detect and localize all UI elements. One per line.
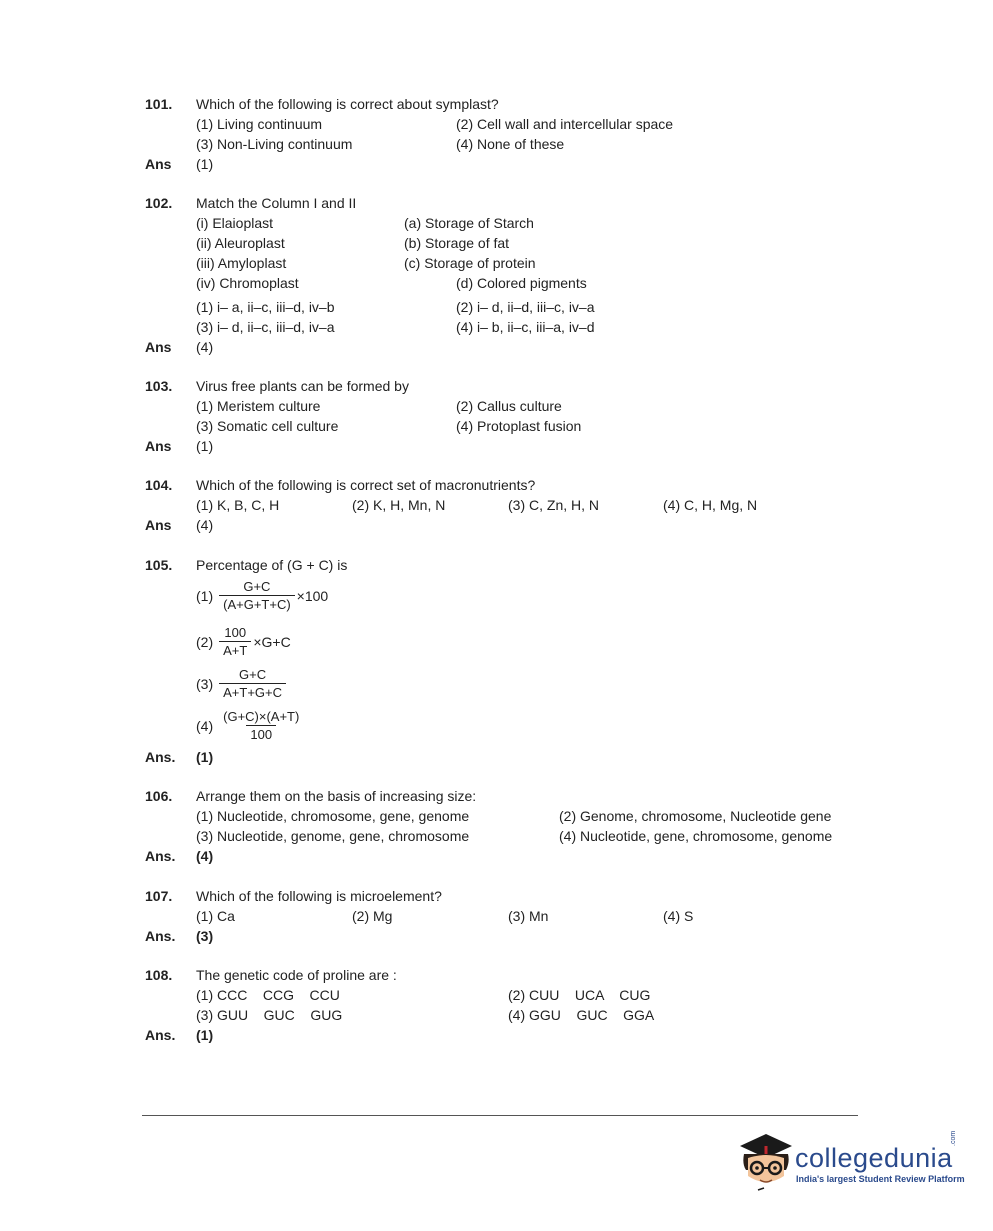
answer-value: (1) bbox=[196, 749, 214, 765]
column1-item: (i) Elaioplast bbox=[196, 215, 274, 231]
fraction bbox=[219, 624, 251, 659]
question-text: Arrange them on the basis of increasing size: bbox=[196, 788, 477, 804]
answer-value: (1) bbox=[196, 438, 214, 454]
option: (1) Living continuum bbox=[196, 116, 323, 132]
numerator: (G+C)×(A+T) bbox=[223, 709, 300, 724]
question-number: 108. bbox=[145, 967, 173, 983]
fraction bbox=[219, 578, 295, 613]
question-number: 104. bbox=[145, 477, 173, 493]
numerator: G+C bbox=[239, 667, 267, 682]
answer-label: Ans bbox=[145, 517, 172, 533]
answer-value: (1) bbox=[196, 156, 214, 172]
footer-divider bbox=[142, 1115, 858, 1116]
answer-value: (4) bbox=[196, 517, 214, 533]
question-text: Match the Column I and II bbox=[196, 195, 357, 211]
column2-item: (b) Storage of fat bbox=[404, 235, 510, 251]
option: (3) i– d, ii–c, iii–d, iv–a bbox=[196, 319, 335, 335]
option: (2) i– d, ii–d, iii–c, iv–a bbox=[456, 299, 595, 315]
option: (4) Protoplast fusion bbox=[456, 418, 582, 434]
multiplier: ×100 bbox=[296, 587, 329, 604]
column2-item: (c) Storage of protein bbox=[404, 255, 536, 271]
option: (2) Callus culture bbox=[456, 398, 562, 414]
option: (2) Mg bbox=[352, 908, 393, 924]
option: (1) i– a, ii–c, iii–d, iv–b bbox=[196, 299, 335, 315]
option-marker: (2) bbox=[196, 633, 214, 650]
option: (2) K, H, Mn, N bbox=[352, 497, 446, 513]
question-text: Percentage of (G + C) is bbox=[196, 557, 348, 573]
numerator: 100 bbox=[224, 625, 247, 640]
option: (3) C, Zn, H, N bbox=[508, 497, 600, 513]
option: (1) Nucleotide, chromosome, gene, genome bbox=[196, 808, 470, 824]
option: (1) K, B, C, H bbox=[196, 497, 280, 513]
fraction bbox=[219, 708, 303, 743]
answer-label: Ans bbox=[145, 156, 172, 172]
question-text: Which of the following is microelement? bbox=[196, 888, 442, 904]
formula-option-2 bbox=[196, 624, 291, 659]
fraction bbox=[219, 666, 286, 701]
collegedunia-mascot-icon bbox=[736, 1126, 796, 1192]
question-text: The genetic code of proline are : bbox=[196, 967, 397, 983]
option: (4) i– b, ii–c, iii–a, iv–d bbox=[456, 319, 595, 335]
question-number: 101. bbox=[145, 96, 173, 112]
formula-option-3 bbox=[196, 666, 286, 701]
question-text: Which of the following is correct set of macronutrients? bbox=[196, 477, 536, 493]
option: (2) Cell wall and intercellular space bbox=[456, 116, 674, 132]
denominator: (A+G+T+C) bbox=[219, 595, 295, 613]
column2-item: (a) Storage of Starch bbox=[404, 215, 534, 231]
option: (3) Nucleotide, genome, gene, chromosome bbox=[196, 828, 470, 844]
column1-item: (iii) Amyloplast bbox=[196, 255, 287, 271]
answer-label: Ans. bbox=[145, 749, 176, 765]
option: (3) Mn bbox=[508, 908, 549, 924]
question-text: Virus free plants can be formed by bbox=[196, 378, 409, 394]
column1-item: (ii) Aleuroplast bbox=[196, 235, 285, 251]
answer-value: (1) bbox=[196, 1027, 214, 1043]
option: (4) GGU GUC GGA bbox=[508, 1007, 655, 1023]
answer-label: Ans. bbox=[145, 1027, 176, 1043]
option: (4) C, H, Mg, N bbox=[663, 497, 758, 513]
formula-option-4 bbox=[196, 708, 303, 743]
question-number: 105. bbox=[145, 557, 173, 573]
answer-label: Ans. bbox=[145, 928, 176, 944]
column1-item: (iv) Chromoplast bbox=[196, 275, 299, 291]
answer-value: (3) bbox=[196, 928, 214, 944]
brand-name: collegedunia bbox=[795, 1143, 953, 1173]
denominator: A+T bbox=[219, 641, 251, 659]
option: (3) Somatic cell culture bbox=[196, 418, 339, 434]
answer-label: Ans bbox=[145, 339, 172, 355]
denominator: A+T+G+C bbox=[219, 683, 286, 701]
answer-label: Ans bbox=[145, 438, 172, 454]
option: (1) Meristem culture bbox=[196, 398, 321, 414]
brand-tagline: India's largest Student Review Platform bbox=[796, 1174, 965, 1184]
brand-domain: .com bbox=[950, 1130, 957, 1146]
option-marker: (1) bbox=[196, 587, 214, 604]
answer-value: (4) bbox=[196, 848, 214, 864]
answer-label: Ans. bbox=[145, 848, 176, 864]
column2-item: (d) Colored pigments bbox=[456, 275, 587, 291]
question-number: 103. bbox=[145, 378, 173, 394]
option-marker: (3) bbox=[196, 675, 214, 692]
denominator: 100 bbox=[246, 725, 276, 743]
option: (4) Nucleotide, gene, chromosome, genome bbox=[559, 828, 833, 844]
option: (2) CUU UCA CUG bbox=[508, 987, 651, 1003]
option: (1) Ca bbox=[196, 908, 235, 924]
numerator: G+C bbox=[243, 579, 271, 594]
option: (3) GUU GUC GUG bbox=[196, 1007, 343, 1023]
option: (1) CCC CCG CCU bbox=[196, 987, 340, 1003]
option: (3) Non-Living continuum bbox=[196, 136, 353, 152]
option: (4) S bbox=[663, 908, 694, 924]
question-number: 106. bbox=[145, 788, 173, 804]
option: (4) None of these bbox=[456, 136, 565, 152]
multiplier: ×G+C bbox=[253, 633, 291, 650]
option-marker: (4) bbox=[196, 717, 214, 734]
question-number: 102. bbox=[145, 195, 173, 211]
formula-option-1 bbox=[196, 578, 328, 613]
question-text: Which of the following is correct about symplast? bbox=[196, 96, 499, 112]
question-number: 107. bbox=[145, 888, 173, 904]
answer-value: (4) bbox=[196, 339, 214, 355]
option: (2) Genome, chromosome, Nucleotide gene bbox=[559, 808, 832, 824]
